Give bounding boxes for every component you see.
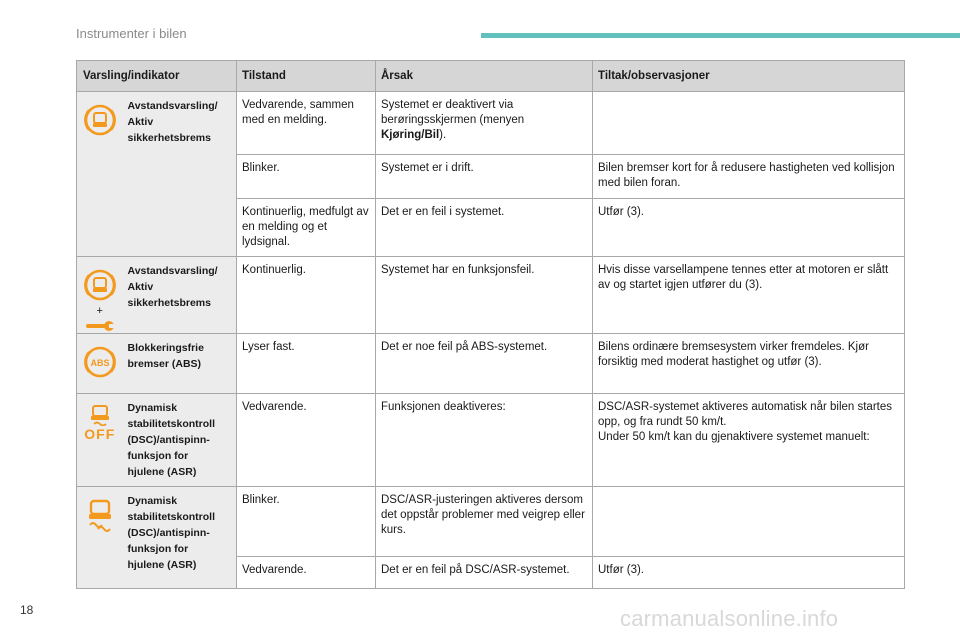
state-text: Blinker.: [242, 494, 280, 506]
indicator-icon-cell: [77, 334, 123, 394]
table-row: [77, 487, 905, 557]
action-cell: [593, 92, 905, 155]
action-cell: [593, 557, 905, 589]
action-text: Bilen bremser kort for å redusere hastigheten ved kollisjon med bilen foran.: [598, 162, 895, 189]
state-cell: [237, 155, 376, 199]
indicator-name-text: Dynamisk stabilitetskontroll (DSC)/antispinn- funksjon for hjulene (ASR): [127, 402, 216, 478]
cause-cell: [376, 487, 593, 557]
state-text: Vedvarende.: [242, 564, 307, 576]
action-cell: [593, 199, 905, 257]
section-title: Instrumenter i bilen: [76, 26, 187, 41]
page-number: 18: [20, 603, 34, 617]
indicator-name-text: Avstandsvarsling/ Aktiv sikkerhetsbrems: [127, 265, 218, 309]
state-text: Kontinuerlig.: [242, 264, 306, 276]
wrench-icon: [85, 319, 115, 333]
action-cell: [593, 155, 905, 199]
column-header-indicator: Varsling/indikator: [77, 61, 237, 92]
indicator-icon-cell: [77, 487, 123, 589]
indicator-name: [123, 257, 237, 334]
cause-cell: [376, 557, 593, 589]
column-header-cause: Årsak: [376, 61, 593, 92]
action-cell: [593, 257, 905, 334]
column-header-action: Tiltak/observasjoner: [593, 61, 905, 92]
brake-assist-warning-icon: [77, 102, 123, 138]
cause-cell: [376, 92, 593, 155]
cause-cell: [376, 199, 593, 257]
cause-text: Det er en feil på DSC/ASR-systemet.: [381, 564, 570, 576]
indicator-icon-cell: [77, 257, 123, 334]
abs-label: ABS: [90, 358, 110, 368]
action-text: Bilens ordinære bremsesystem virker fremdeles. Kjør forsiktig med moderat hastighet og utfør (3).: [598, 341, 869, 368]
dsc-off-icon: [77, 404, 123, 442]
dsc-skid-icon: [77, 497, 123, 533]
column-header-state: Tilstand: [237, 61, 376, 92]
indicator-icon-cell: [77, 92, 123, 257]
state-cell: [237, 487, 376, 557]
state-cell: [237, 334, 376, 394]
menu-path: Kjøring/Bil: [381, 129, 440, 141]
cause-text: Systemet er deaktivert via berøringsskjermen (menyen Kjøring/Bil).: [381, 99, 525, 141]
action-cell: [593, 334, 905, 394]
indicator-name-text: Dynamisk stabilitetskontroll (DSC)/antispinn- funksjon for hjulene (ASR): [127, 495, 216, 571]
table-row: [77, 92, 905, 155]
indicator-name-text: Avstandsvarsling/ Aktiv sikkerhetsbrems: [127, 100, 218, 144]
action-text: Utfør (3).: [598, 206, 644, 218]
state-text: Lyser fast.: [242, 341, 295, 353]
state-cell: [237, 394, 376, 487]
cause-cell: [376, 334, 593, 394]
header-accent-bar: [481, 33, 960, 38]
state-cell: [237, 257, 376, 334]
state-text: Kontinuerlig, medfulgt av en melding og et lydsignal.: [242, 206, 369, 248]
off-label: OFF: [84, 426, 116, 442]
indicator-icon-cell: [77, 394, 123, 487]
state-text: Vedvarende, sammen med en melding.: [242, 99, 354, 126]
abs-icon: [77, 344, 123, 380]
cause-cell: [376, 394, 593, 487]
table-row: [77, 257, 905, 334]
action-cell: [593, 487, 905, 557]
indicator-name: [123, 92, 237, 257]
table-row: [77, 334, 905, 394]
indicator-name: [123, 394, 237, 487]
action-cell: [593, 394, 905, 487]
cause-text: Funksjonen deaktiveres:: [381, 401, 506, 413]
cause-cell: [376, 257, 593, 334]
state-cell: [237, 557, 376, 589]
state-cell: [237, 92, 376, 155]
cause-text: Det er noe feil på ABS-systemet.: [381, 341, 548, 353]
indicator-name: [123, 487, 237, 589]
cause-text: DSC/ASR-justeringen aktiveres dersom det oppstår problemer med veigrep eller kurs.: [381, 494, 585, 536]
brake-assist-service-icon: [77, 267, 123, 333]
state-text: Blinker.: [242, 162, 280, 174]
action-text: Utfør (3).: [598, 564, 644, 576]
state-cell: [237, 199, 376, 257]
cause-text: Systemet har en funksjonsfeil.: [381, 264, 535, 276]
table-header-row: [77, 61, 905, 92]
warning-lights-table: [76, 60, 905, 589]
indicator-name: [123, 334, 237, 394]
cause-text: Det er en feil i systemet.: [381, 206, 505, 218]
action-text: Hvis disse varsellampene tennes etter at motoren er slått av og startet igjen utfører du (3).: [598, 264, 889, 291]
table-row: [77, 394, 905, 487]
cause-cell: [376, 155, 593, 199]
action-text: DSC/ASR-systemet aktiveres automatisk når bilen startes opp, og fra rundt 50 km/t. Under 50 km/t kan du gjenaktivere systemet manuelt:: [598, 401, 892, 443]
plus-symbol: +: [96, 305, 103, 317]
state-text: Vedvarende.: [242, 401, 307, 413]
indicator-name-text: Blokkeringsfrie bremser (ABS): [127, 342, 204, 370]
cause-text: Systemet er i drift.: [381, 162, 474, 174]
watermark: carmanualsonline.info: [620, 606, 839, 631]
